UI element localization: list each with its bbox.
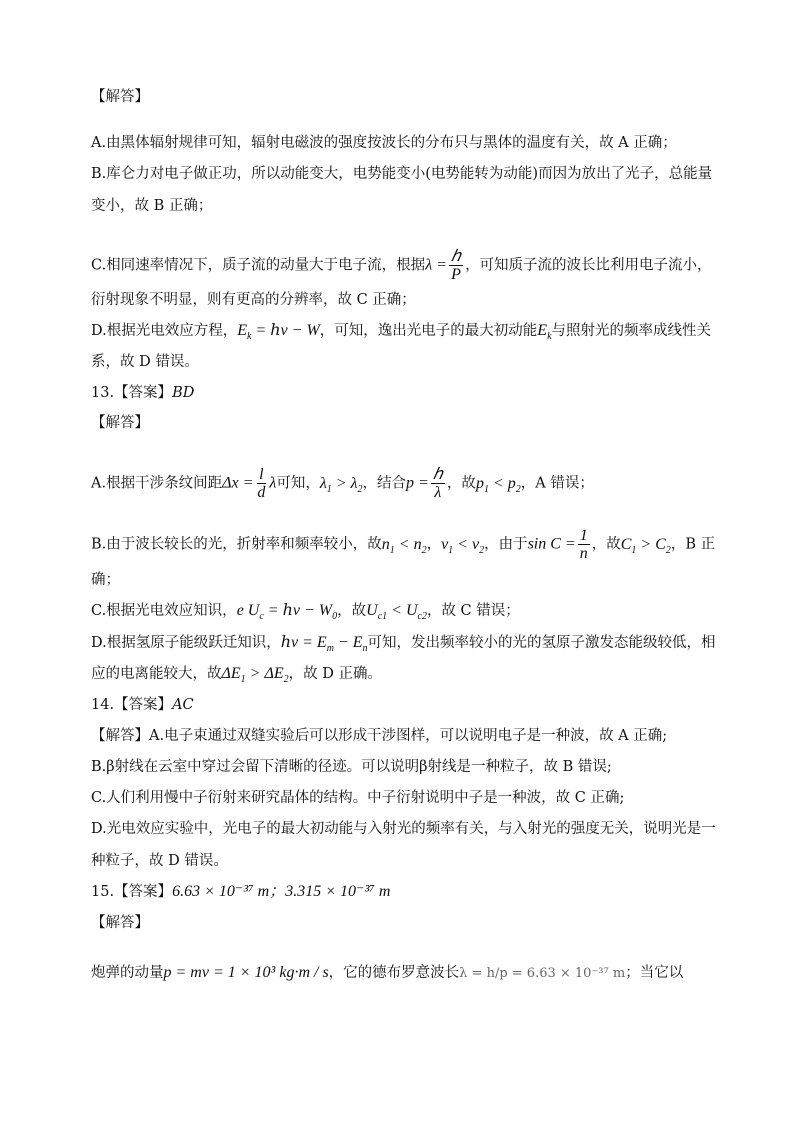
q13-item-c: C.根据光电效应知识，e $U_c$ = ℎν − $W_0$，故$U_{c1} < U_{c2}$，故 C 错误； <box>91 602 520 623</box>
q15-answer: 15.【答案】6.63 × 10⁻³⁷ m；3.315 × 10⁻³⁷ m <box>91 883 391 900</box>
q13-item-b-line2: 确； <box>91 572 120 588</box>
q12-item-b-line2: 变小，故 B 正确； <box>91 198 213 214</box>
q12-item-b-line1: B.库仑力对电子做正功，所以动能变大，电势能变小(电势能转为动能)而因为放出了光子，总能量 <box>91 166 713 182</box>
q13-item-d-line1: D.根据氢原子能级跃迁知识，ℎν = $E_m - E_n$可知，发出频率较小的光的氢原子激发态能级较低，相 <box>91 634 716 655</box>
q12-item-c-line1: C.相同速率情况下，质子流的动量大于电子流，根据λ = $\frac{\text{ℎ}}{P}$ ，可知质子流的波长比利用电子流小， <box>91 248 712 283</box>
q12-analysis-heading: 【解答】 <box>91 89 149 105</box>
q14-item-c: C.人们利用慢中子衍射来研究晶体的结构。中子衍射说明中子是一种波，故 C 正确; <box>91 790 625 806</box>
q13-analysis-heading: 【解答】 <box>91 415 149 431</box>
q13-item-a: A.根据干涉条纹间距Δx = $\frac{l}{d}$ λ可知，$\lambda_1 > \lambda_2$，结合p = $\frac{\text{ℎ}}{\lambda}$ ，故$p_1 < p_2$，A 错误； <box>91 466 594 501</box>
q14-answer: 14.【答案】AC <box>91 697 194 713</box>
q13-item-b-line1: B.由于波长较长的光，折射率和频率较小，故$n_1 < n_2$，$\nu_1 < \nu_2$，由于sin C = $\frac{1}{n}$ ，故$C_1 > C_2$，B 正 <box>91 527 716 562</box>
q14-item-d-line1: D.光电效应实验中，光电子的最大初动能与入射光的频率有关，与入射光的强度无关，说明光是一 <box>91 821 716 837</box>
q14-item-d-line2: 种粒子，故 D 错误。 <box>91 853 228 869</box>
h-over-p-fraction: $\frac{\text{ℎ}}{P}$ <box>450 248 462 283</box>
q13-item-d-line2: 应的电离能较大，故$\Delta E_1 > \Delta E_2$，故 D 正确。 <box>91 665 382 686</box>
q12-item-a: A.由黑体辐射规律可知，辐射电磁波的强度按波长的分布只与黑体的温度有关，故 A 正确； <box>91 135 677 151</box>
q12-item-c-line2: 衍射现象不明显，则有更高的分辨率，故 C 正确； <box>91 292 416 308</box>
q15-analysis-heading: 【解答】 <box>91 915 149 931</box>
q13-answer: 13.【答案】BD <box>91 385 195 401</box>
q12-item-d-line1: D.根据光电效应方程，$E_k$ = ℎν − W，可知，逸出光电子的最大初动能$E_k$与照射光的频率成线性关 <box>91 322 712 343</box>
q12-item-d-line2: 系，故 D 错误。 <box>91 354 199 370</box>
lambda-formula: λ = <box>425 256 447 274</box>
q15-text-line1: 炮弹的动量p = mv = 1 × 10³ kg·m / s，它的德布罗意波长λ = h/p = 6.63 × 10⁻³⁷ m；当它以 <box>91 964 684 981</box>
q14-item-a: 【解答】A.电子束通过双缝实验后可以形成干涉图样，可以说明电子是一种波，故 A 正确; <box>91 728 668 744</box>
q14-item-b: B.β射线在云室中穿过会留下清晰的径迹。可以说明β射线是一种粒子，故 B 错误; <box>91 759 612 775</box>
